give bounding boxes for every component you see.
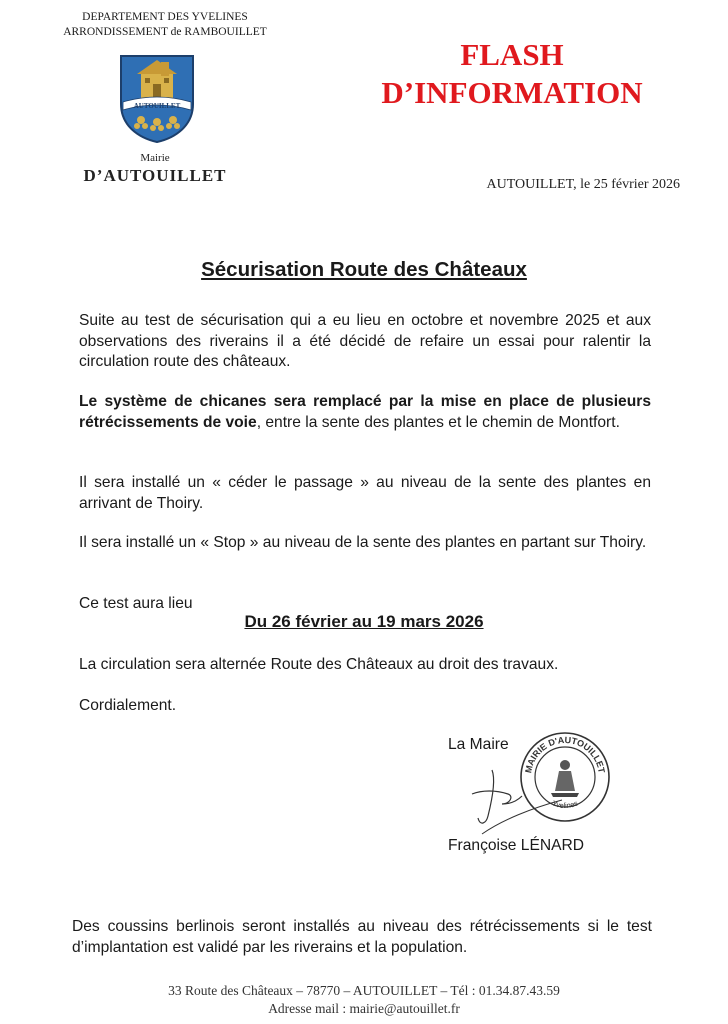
test-dates: Du 26 février au 19 mars 2026 — [244, 612, 484, 631]
flash-title — [352, 36, 672, 112]
paragraph-chicanes-bold: Le système de chicanes sera remplacé par la mise en place de plusieurs rétrécissements de voie — [79, 393, 651, 431]
footer-email: Adresse mail : mairie@autouillet.fr — [268, 1001, 460, 1016]
note-speed-cushions: Des coussins berlinois seront installés au niveau des rétrécissements si le test d’implantation est validé par les riverains et la population. — [72, 918, 652, 956]
mairie-label: Mairie — [140, 152, 170, 164]
flash-line-1: FLASH — [460, 37, 564, 72]
signatory-title: La Maire — [448, 736, 509, 753]
closing-text: Cordialement. — [79, 697, 177, 714]
department-header — [40, 10, 290, 40]
document-date: AUTOUILLET, le 25 février 2026 — [486, 177, 680, 192]
paragraph-test-intro: Ce test aura lieu — [79, 595, 193, 612]
footer-address: 33 Route des Châteaux – 78770 – AUTOUILLET – Tél : 01.34.87.43.59 — [168, 983, 560, 998]
town-crest-logo — [117, 52, 197, 144]
mairie-name: D’AUTOUILLET — [83, 166, 227, 185]
seal-text-bottom: Yvelines — [550, 798, 580, 811]
seal-text-top: MAIRIE D'AUTOUILLET — [523, 734, 607, 774]
department-line: DEPARTEMENT DES YVELINES — [82, 11, 248, 23]
signatory-name: Françoise LÉNARD — [448, 837, 585, 854]
document-title: Sécurisation Route des Châteaux — [201, 258, 527, 281]
flash-line-2: D’INFORMATION — [381, 75, 643, 110]
arrondissement-line: ARRONDISSEMENT de RAMBOUILLET — [63, 26, 267, 38]
paragraph-intro: Suite au test de sécurisation qui a eu lieu en octobre et novembre 2025 et aux observations des riverains il a été décidé de refaire un essai pour ralentir la circulation route des châteaux. — [79, 312, 651, 370]
paragraph-chicanes — [79, 392, 651, 433]
paragraph-stop-sign: Il sera installé un « Stop » au niveau de la sente des plantes en partant sur Thoiry. — [79, 534, 647, 551]
crest-label: AUTOUILLET — [133, 102, 181, 110]
paragraph-chicanes-rest: , entre la sente des plantes et le chemin de Montfort. — [256, 413, 620, 431]
paragraph-yield-sign: Il sera installé un « céder le passage » au niveau de la sente des plantes en arrivant de Thoiry. — [79, 474, 651, 512]
paragraph-traffic: La circulation sera alternée Route des Châteaux au droit des travaux. — [79, 656, 559, 673]
handwritten-signature — [462, 760, 572, 840]
